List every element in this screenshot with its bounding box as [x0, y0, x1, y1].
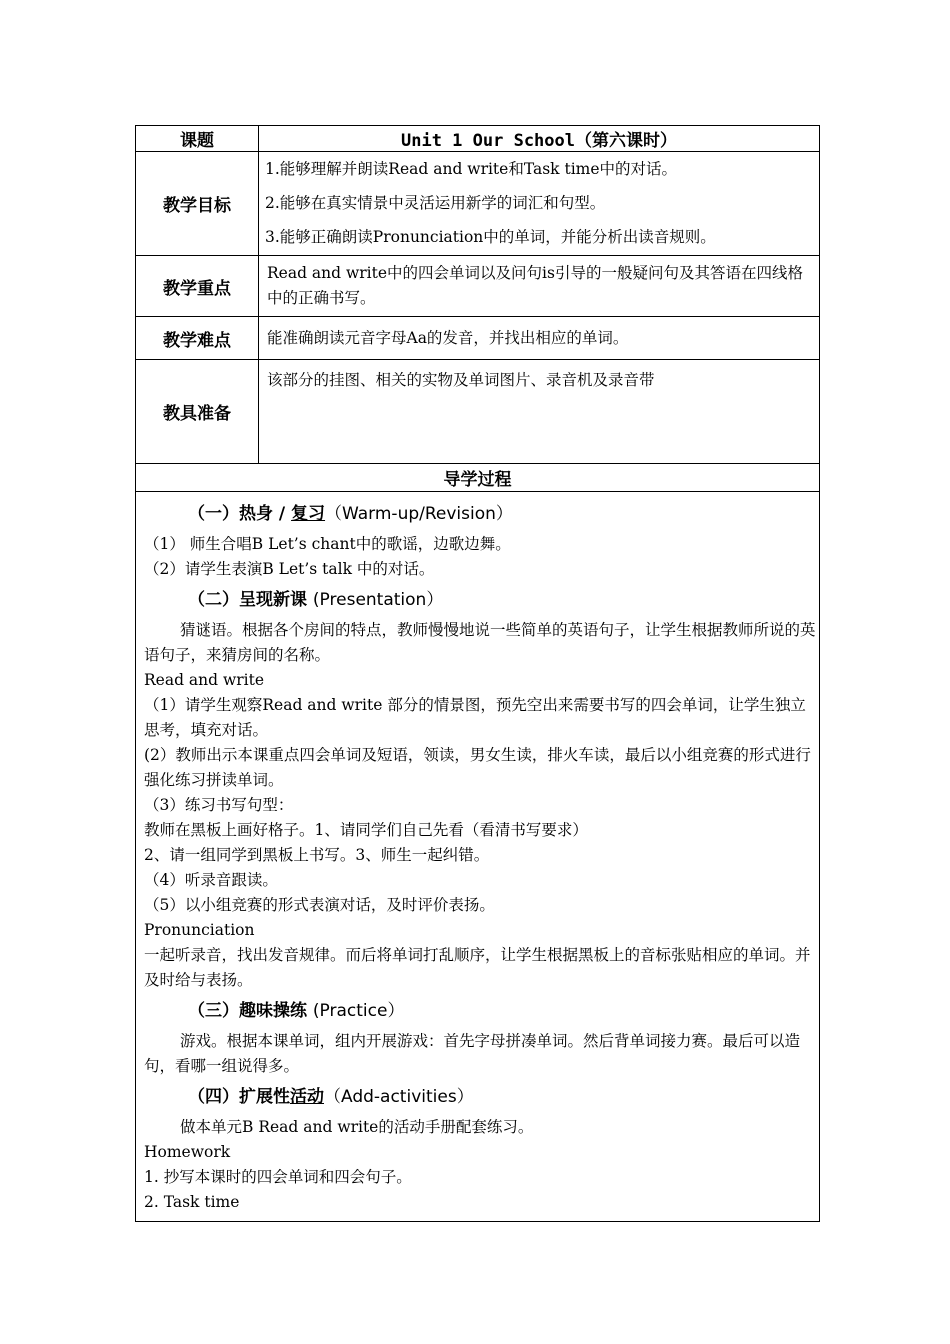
key-points-text: Read and write中的四会单词以及问句is引导的一般疑问句及其答语在四线格中的正确书写。 — [259, 256, 820, 317]
objective-item: 3.能够正确朗读Pronunciation中的单词，并能分析出读音规则。 — [265, 228, 716, 246]
objectives-label: 教学目标 — [136, 152, 259, 256]
difficulties-text: 能准确朗读元音字母Aa的发音，并找出相应的单词。 — [259, 317, 820, 360]
materials-label: 教具准备 — [136, 360, 259, 464]
activities-line: 做本单元B Read and write的活动手册配套练习。 — [180, 1118, 534, 1136]
presentation-line: （1）请学生观察Read and write 部分的情景图，预先空出来需要书写的四会单词，让学生独立思考，填充对话。 — [144, 696, 806, 739]
presentation-line: Pronunciation — [144, 921, 255, 939]
topic-value: Unit 1 Our School（第六课时） — [259, 126, 820, 152]
process-body — [136, 492, 820, 1222]
section-warmup-heading: （一）热身 / 复习（Warm-up/Revision） — [188, 504, 513, 524]
section-activities-heading: （四）扩展性活动（Add-activities） — [188, 1087, 474, 1107]
warmup-line: （2）请学生表演B Let’s talk 中的对话。 — [144, 560, 435, 578]
presentation-line: 一起听录音，找出发音规律。而后将单词打乱顺序，让学生根据黑板上的音标张贴相应的单词。并及时给与表扬。 — [144, 946, 811, 989]
topic-label: 课题 — [136, 126, 259, 152]
process-title: 导学过程 — [136, 464, 820, 492]
difficulties-label: 教学难点 — [136, 317, 259, 360]
homework-item: 1. 抄写本课时的四会单词和四会句子。 — [144, 1168, 412, 1186]
warmup-line: （1） 师生合唱B Let’s chant中的歌谣，边歌边舞。 — [144, 535, 511, 553]
presentation-line: Read and write — [144, 671, 265, 689]
presentation-line: (2）教师出示本课重点四会单词及短语，领读，男女生读，排火车读，最后以小组竞赛的形式进行强化练习拼读单词。 — [144, 746, 811, 789]
presentation-line: 猜谜语。根据各个房间的特点，教师慢慢地说一些简单的英语句子，让学生根据教师所说的英语句子，来猜房间的名称。 — [144, 621, 816, 664]
objectives-cell — [259, 152, 820, 256]
objective-item: 1.能够理解并朗读Read and write和Task time中的对话。 — [265, 160, 678, 178]
lesson-plan-table — [135, 125, 820, 1222]
key-points-label: 教学重点 — [136, 256, 259, 317]
presentation-line: 教师在黑板上画好格子。1、请同学们自己先看（看清书写要求） — [144, 821, 588, 839]
presentation-line: （4）听录音跟读。 — [144, 871, 278, 889]
presentation-line: （5）以小组竞赛的形式表演对话，及时评价表扬。 — [144, 896, 495, 914]
presentation-line: （3）练习书写句型： — [144, 796, 294, 814]
materials-text: 该部分的挂图、相关的实物及单词图片、录音机及录音带 — [259, 360, 820, 464]
section-presentation-heading: （二）呈现新课 (Presentation） — [188, 590, 444, 610]
objective-item: 2.能够在真实情景中灵活运用新学的词汇和句型。 — [265, 194, 606, 212]
presentation-line: 2、请一组同学到黑板上书写。3、师生一起纠错。 — [144, 846, 490, 864]
homework-label: Homework — [144, 1143, 231, 1161]
section-practice-heading: （三）趣味操练 (Practice） — [188, 1001, 405, 1021]
practice-line: 游戏。根据本课单词，组内开展游戏：首先字母拼凑单词。然后背单词接力赛。最后可以造句，看哪一组说得多。 — [144, 1032, 801, 1075]
homework-item: 2. Task time — [144, 1193, 240, 1211]
